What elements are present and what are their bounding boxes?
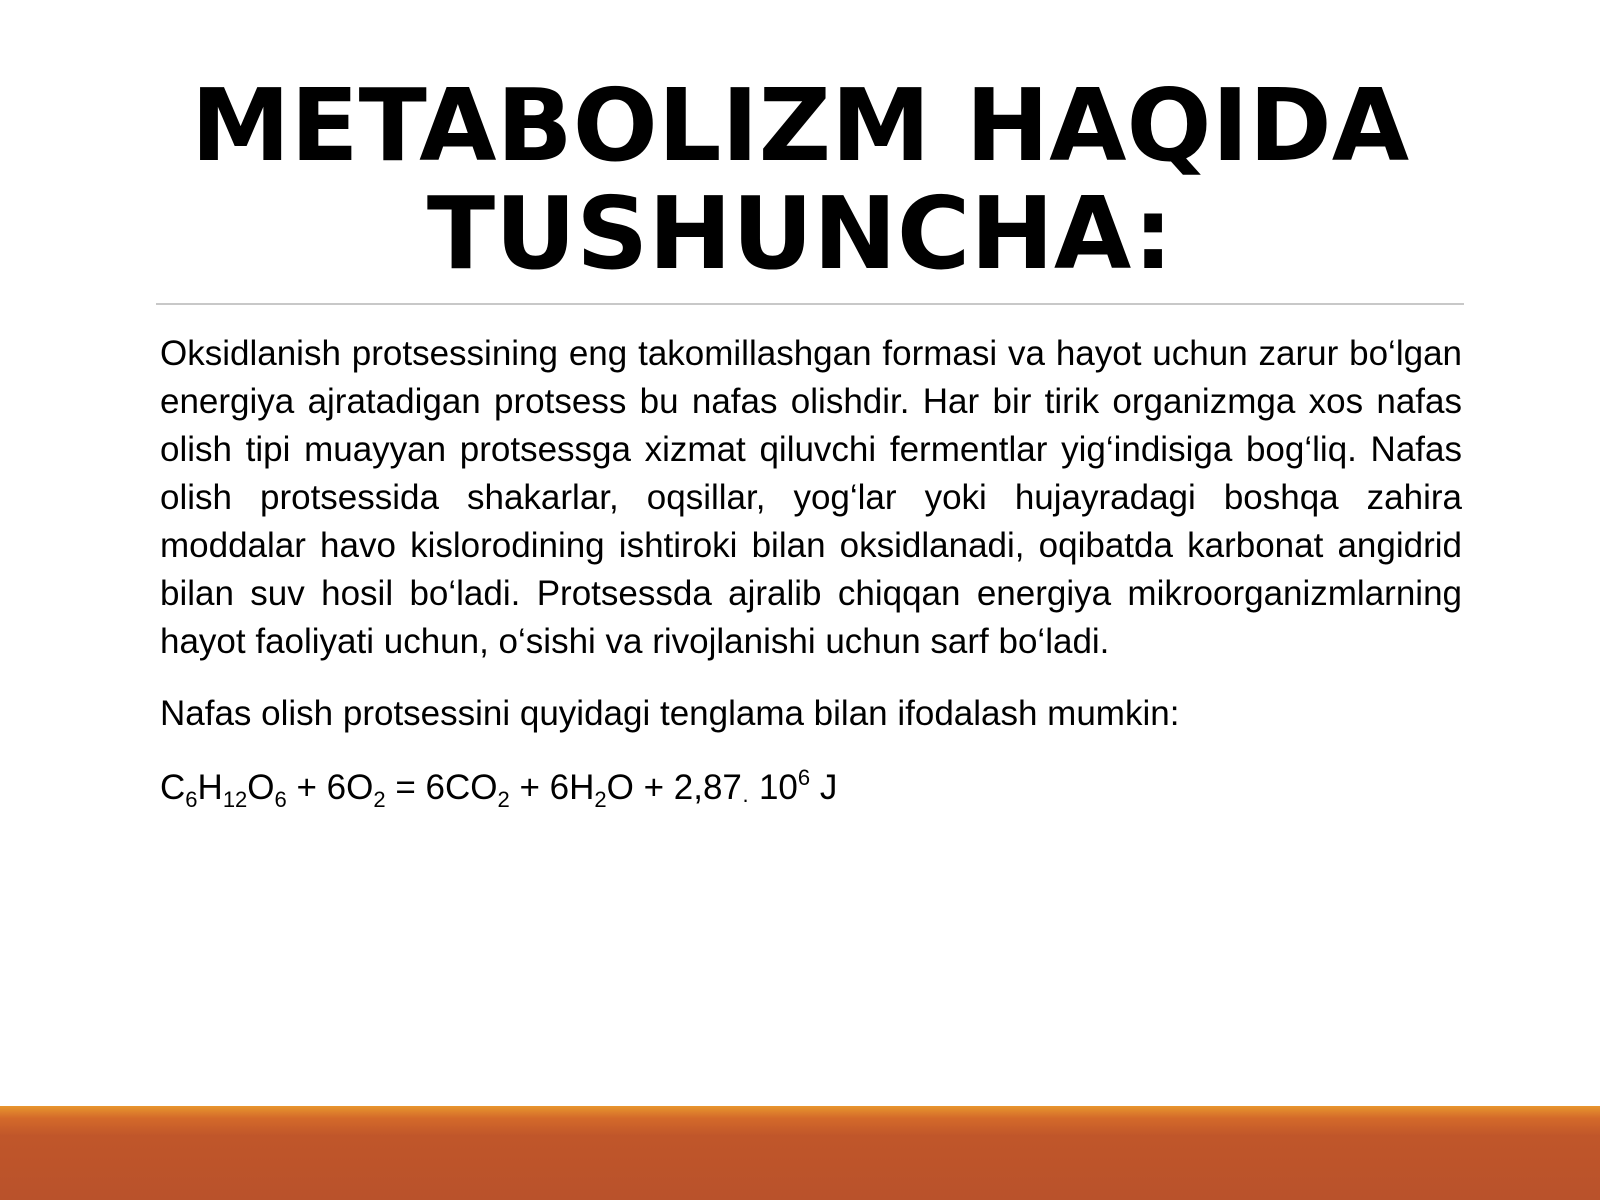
eq-text: 2,87 xyxy=(673,768,742,807)
eq-text: 6 xyxy=(425,768,445,807)
eq-operator: + xyxy=(286,768,327,807)
eq-water xyxy=(549,768,634,812)
eq-text: 6 xyxy=(326,768,347,807)
eq-text: H xyxy=(569,768,595,807)
eq-carbon-dioxide xyxy=(425,768,510,812)
eq-text: O xyxy=(247,768,275,807)
eq-text: C xyxy=(160,768,186,807)
footer-band xyxy=(0,1106,1600,1200)
eq-text: 6 xyxy=(549,768,570,807)
eq-subscript: 2 xyxy=(497,787,510,812)
eq-text: C xyxy=(444,768,471,807)
eq-subscript: 2 xyxy=(373,787,386,812)
eq-text: O xyxy=(470,768,498,807)
eq-text: 10 xyxy=(749,768,798,807)
eq-glucose xyxy=(160,768,287,812)
body-paragraph: Oksidlanish protsessining eng takomillashgan formasi va hayot uchun zarur bo‘lgan energiya ajratadigan protsess bu nafas olishdir. Har bir tirik organizmga xos nafas olish tipi muayyan protsessga xizmat qiluvchi fermentlar yig‘indisiga bog‘liq. Nafas olish protsessida shakarlar, oqsillar, yog‘lar yoki hujayradagi boshqa zahira moddalar havo kislorodining ishtiroki bilan oksidlanadi, oqibatda karbonat angidrid bilan suv hosil bo‘ladi. Protsessda ajralib chiqqan energiya mikroorganizmlarning hayot faoliyati uchun, o‘sishi va rivojlanishi uchun sarf bo‘ladi. xyxy=(160,334,1462,661)
eq-operator: + xyxy=(509,768,550,807)
eq-oxygen xyxy=(326,768,386,812)
title-divider xyxy=(156,303,1464,305)
eq-text: H xyxy=(197,768,223,807)
eq-text: O xyxy=(346,768,374,807)
respiration-equation xyxy=(160,764,1462,812)
eq-energy xyxy=(673,765,838,812)
eq-operator: + xyxy=(633,768,674,807)
slide-title: METABOLIZM HAQIDA TUSHUNCHA: xyxy=(190,67,1410,292)
eq-subscript: 6 xyxy=(185,787,198,812)
eq-subscript: 6 xyxy=(274,787,287,812)
slide-body xyxy=(160,330,1462,812)
eq-superscript: 6 xyxy=(797,765,811,790)
eq-subscript: 2 xyxy=(594,787,607,812)
equation-intro: Nafas olish protsessini quyidagi tenglama bilan ifodalash mumkin: xyxy=(160,694,1180,733)
eq-equals: = xyxy=(385,768,426,807)
eq-text: O xyxy=(606,768,634,807)
eq-subscript: 12 xyxy=(222,787,248,812)
eq-multiply-dot: · xyxy=(741,787,750,812)
eq-unit: J xyxy=(810,768,838,807)
